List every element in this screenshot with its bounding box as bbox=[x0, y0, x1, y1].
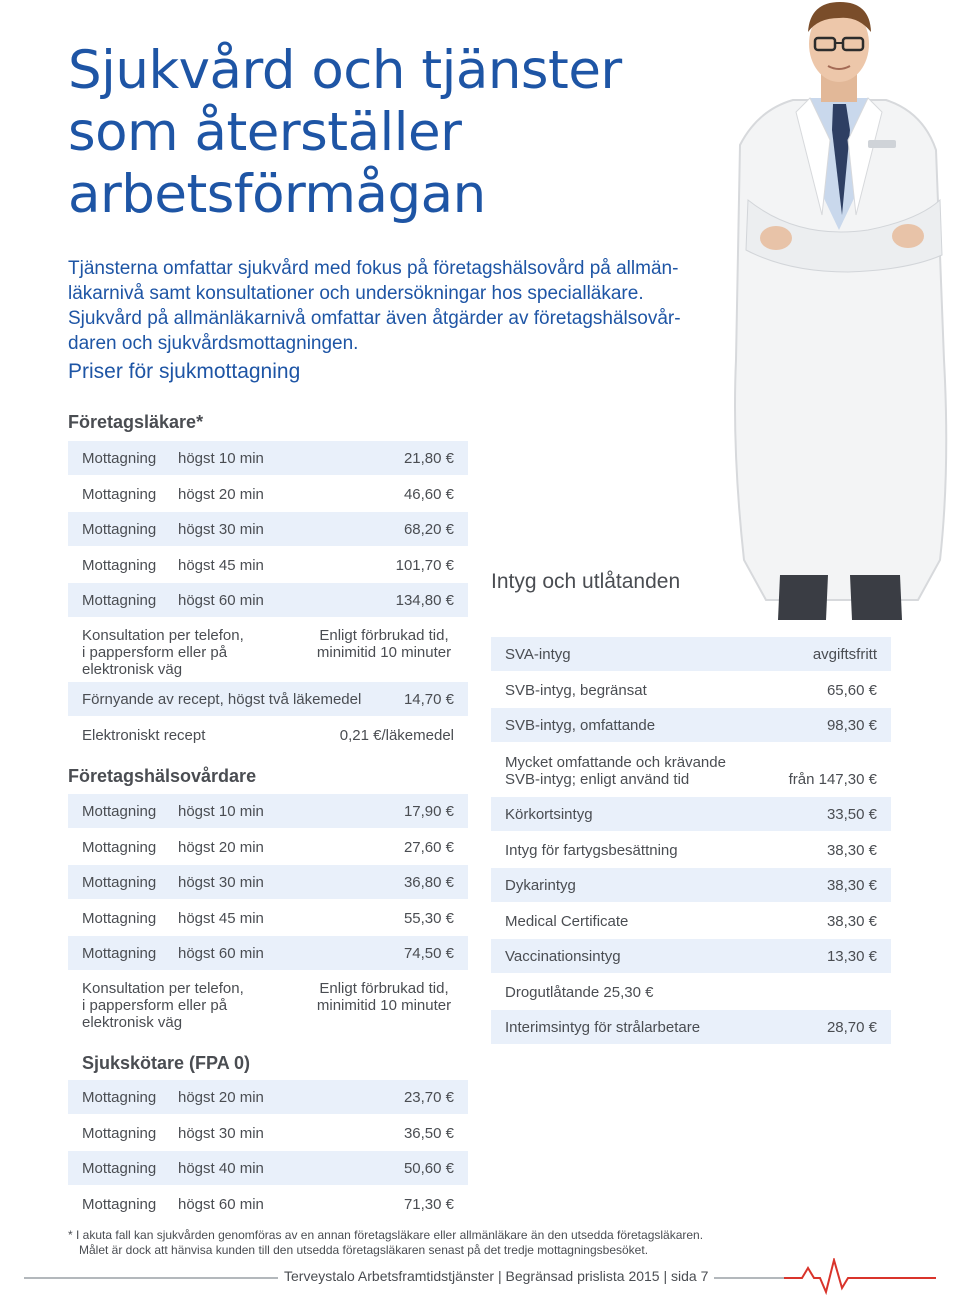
row-duration: högst 10 min bbox=[178, 449, 264, 467]
terms-line: Enligt förbrukad tid, bbox=[319, 980, 449, 997]
section-heading-foretagshalsovardare: Företagshälsovårdare bbox=[68, 766, 257, 786]
row-duration: högst 20 min bbox=[178, 485, 264, 503]
row-price: 13,30 € bbox=[826, 947, 877, 965]
row-price: 38,30 € bbox=[826, 912, 877, 930]
row-label: SVB-intyg, omfattande bbox=[505, 716, 656, 734]
certificate-row bbox=[491, 744, 891, 794]
price-row bbox=[68, 718, 468, 752]
price-row bbox=[68, 936, 468, 970]
consultation-line: i pappersform eller på bbox=[82, 997, 228, 1014]
price-row bbox=[68, 583, 468, 617]
price-row bbox=[68, 477, 468, 511]
row-duration: högst 30 min bbox=[178, 520, 264, 538]
row-label: Mottagning bbox=[82, 944, 157, 962]
price-row bbox=[68, 901, 468, 935]
row-label: Interimsintyg för strålarbetare bbox=[505, 1018, 701, 1036]
title-line: Sjukvård och tjänster bbox=[68, 40, 622, 101]
row-price: 101,70 € bbox=[395, 556, 454, 574]
certificate-row bbox=[491, 833, 891, 867]
title-line: som återställer bbox=[68, 102, 462, 163]
title-line: arbetsförmågan bbox=[68, 164, 486, 225]
section-heading-foretagslakare: Företagsläkare* bbox=[68, 412, 204, 432]
intro-line: daren och sjukvårdsmottagningen. bbox=[68, 333, 359, 354]
consultation-line: i pappersform eller på bbox=[82, 644, 228, 661]
price-row bbox=[68, 512, 468, 546]
row-price: från 147,30 € bbox=[788, 771, 877, 788]
row-label: Mottagning bbox=[82, 873, 157, 891]
terms-line: minimitid 10 minuter bbox=[316, 644, 452, 661]
row-price: 0,21 €/läkemedel bbox=[339, 726, 454, 744]
consultation-line: Konsultation per telefon, bbox=[82, 980, 244, 997]
price-row bbox=[68, 548, 468, 582]
consultation-terms bbox=[314, 627, 454, 661]
row-label: Förnyande av recept, högst två läkemedel bbox=[82, 690, 362, 708]
row-duration: högst 40 min bbox=[178, 1159, 264, 1177]
row-duration: högst 10 min bbox=[178, 802, 264, 820]
price-row bbox=[68, 865, 468, 899]
intro-line: läkarnivå samt konsultationer och undersökningar hos specialläkare. bbox=[68, 283, 644, 304]
row-price: 38,30 € bbox=[826, 841, 877, 859]
certificate-row bbox=[491, 868, 891, 902]
intro-paragraph bbox=[68, 256, 718, 356]
row-price: 36,80 € bbox=[403, 873, 454, 891]
row-duration: högst 60 min bbox=[178, 1195, 264, 1213]
consultation-line: Konsultation per telefon, bbox=[82, 627, 244, 644]
row-price: 65,60 € bbox=[826, 681, 877, 699]
row-duration: högst 30 min bbox=[178, 873, 264, 891]
row-price: 98,30 € bbox=[826, 716, 877, 734]
doctor-illustration bbox=[718, 0, 960, 625]
row-label: Mottagning bbox=[82, 1159, 157, 1177]
prices-heading: Priser för sjukmottagning bbox=[68, 360, 301, 383]
row-duration: högst 45 min bbox=[178, 556, 264, 574]
price-row bbox=[68, 1151, 468, 1185]
row-price: avgiftsfritt bbox=[812, 645, 877, 663]
row-price: 33,50 € bbox=[826, 805, 877, 823]
row-label: Mottagning bbox=[82, 1124, 157, 1142]
row-label: SVB-intyg, begränsat bbox=[505, 681, 647, 699]
consultation-row bbox=[82, 627, 454, 679]
row-price: 14,70 € bbox=[403, 690, 454, 708]
row-label: Elektroniskt recept bbox=[82, 726, 206, 744]
row-duration: högst 60 min bbox=[178, 944, 264, 962]
row-price: 46,60 € bbox=[403, 485, 454, 503]
price-row bbox=[68, 1080, 468, 1114]
certificate-row bbox=[491, 797, 891, 831]
intro-line: Sjukvård på allmänläkarnivå omfattar även åtgärder av företagshälsovår- bbox=[68, 308, 681, 329]
row-label: Mottagning bbox=[82, 449, 157, 467]
row-price: 27,60 € bbox=[403, 838, 454, 856]
terms-line: minimitid 10 minuter bbox=[316, 997, 452, 1014]
row-price: 71,30 € bbox=[403, 1195, 454, 1213]
section-heading-sjukskotare: Sjukskötare (FPA 0) bbox=[82, 1053, 251, 1073]
certificate-row bbox=[491, 939, 891, 973]
certificate-row bbox=[491, 975, 891, 1009]
row-label: Mottagning bbox=[82, 591, 157, 609]
page-title bbox=[68, 40, 708, 226]
row-price: 21,80 € bbox=[403, 449, 454, 467]
row-label: Mottagning bbox=[82, 1088, 157, 1106]
row-label: Mottagning bbox=[82, 802, 157, 820]
row-label: Mottagning bbox=[82, 485, 157, 503]
row-price: 50,60 € bbox=[403, 1159, 454, 1177]
certificate-row bbox=[491, 637, 891, 671]
consultation-line: elektronisk väg bbox=[82, 1014, 183, 1031]
row-label: Mottagning bbox=[82, 838, 157, 856]
row-label: Medical Certificate bbox=[505, 912, 629, 930]
terms-line: Enligt förbrukad tid, bbox=[319, 627, 449, 644]
row-duration: högst 20 min bbox=[178, 1088, 264, 1106]
certificate-row bbox=[491, 708, 891, 742]
row-label: Mottagning bbox=[82, 909, 157, 927]
intro-line: Tjänsterna omfattar sjukvård med fokus på företagshälsovård på allmän- bbox=[68, 258, 679, 279]
section-heading-intyg: Intyg och utlåtanden bbox=[491, 570, 681, 593]
row-label: Vaccinationsintyg bbox=[505, 947, 621, 965]
row-label: Dykarintyg bbox=[505, 876, 576, 894]
certificate-row bbox=[491, 1010, 891, 1044]
row-duration: högst 60 min bbox=[178, 591, 264, 609]
footnote-line: Målet är dock att hänvisa kunden till den utsedda företagsläkaren senast på det tredje mottagningsbesöket. bbox=[79, 1243, 649, 1257]
consultation-terms bbox=[314, 980, 454, 1014]
row-duration: högst 30 min bbox=[178, 1124, 264, 1142]
row-label: Drogutlåtande 25,30 € bbox=[505, 983, 654, 1001]
price-row bbox=[68, 794, 468, 828]
row-duration: högst 45 min bbox=[178, 909, 264, 927]
consultation-line: elektronisk väg bbox=[82, 661, 183, 678]
row-price: 23,70 € bbox=[403, 1088, 454, 1106]
page-footer: Terveystalo Arbetsframtidstjänster | Begränsad prislista 2015 | sida 7 bbox=[278, 1268, 714, 1284]
consultation-row bbox=[82, 980, 454, 1032]
row-label: Körkortsintyg bbox=[505, 805, 593, 823]
row-price: 36,50 € bbox=[403, 1124, 454, 1142]
row-price: 134,80 € bbox=[395, 591, 454, 609]
row-label: Mottagning bbox=[82, 520, 157, 538]
row-price: 28,70 € bbox=[826, 1018, 877, 1036]
row-label: SVB-intyg; enligt använd tid bbox=[505, 771, 690, 788]
price-row bbox=[68, 682, 468, 716]
row-price: 17,90 € bbox=[403, 802, 454, 820]
price-row bbox=[68, 1116, 468, 1150]
row-price: 55,30 € bbox=[403, 909, 454, 927]
row-price: 38,30 € bbox=[826, 876, 877, 894]
certificate-row bbox=[491, 904, 891, 938]
row-label: SVA-intyg bbox=[505, 645, 571, 663]
row-price: 68,20 € bbox=[403, 520, 454, 538]
footnote-line: * I akuta fall kan sjukvården genomföras av en annan företagsläkare eller allmänläkare än den utsedda företagsläkaren. bbox=[68, 1228, 704, 1242]
row-duration: högst 20 min bbox=[178, 838, 264, 856]
row-label: Mottagning bbox=[82, 556, 157, 574]
row-label: Mycket omfattande och krävande bbox=[505, 754, 726, 771]
price-row bbox=[68, 1187, 468, 1221]
footnote bbox=[68, 1228, 888, 1258]
row-label-multiline bbox=[505, 754, 789, 788]
row-label: Mottagning bbox=[82, 1195, 157, 1213]
certificate-row bbox=[491, 673, 891, 707]
row-price: 74,50 € bbox=[403, 944, 454, 962]
price-row bbox=[68, 441, 468, 475]
price-row bbox=[68, 830, 468, 864]
row-label: Intyg för fartygsbesättning bbox=[505, 841, 678, 859]
